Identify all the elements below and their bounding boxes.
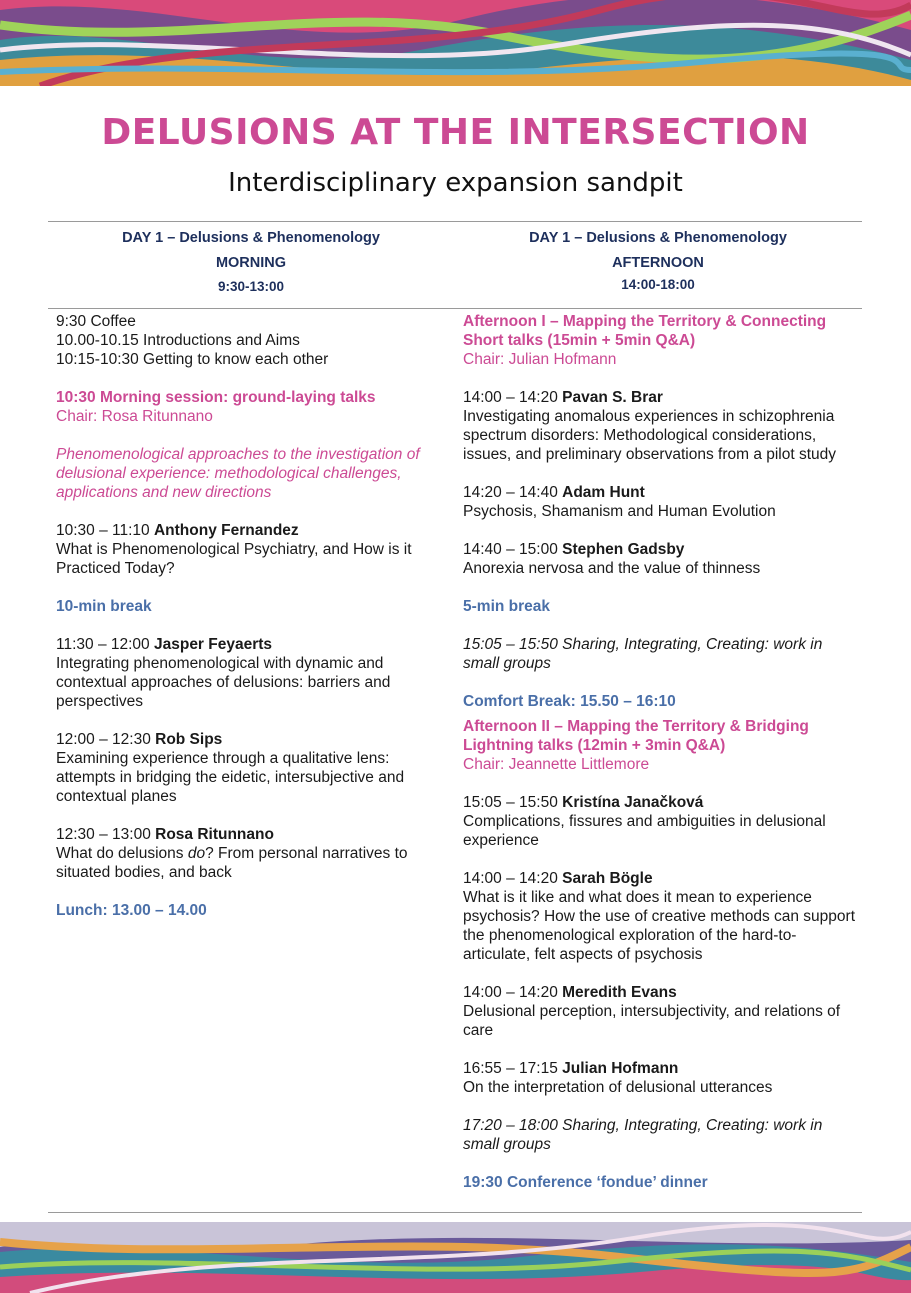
talk-title: Anorexia nervosa and the value of thinness bbox=[463, 560, 761, 577]
dinner-label: 19:30 Conference ‘fondue’ dinner bbox=[463, 1174, 708, 1191]
lunch-label: Lunch: 13.00 – 14.00 bbox=[56, 902, 207, 919]
talk-entry bbox=[463, 1059, 858, 1097]
break-label: 5-min break bbox=[463, 598, 551, 615]
session-chair: Chair: Rosa Ritunnano bbox=[56, 408, 213, 425]
document-title: DELUSIONS AT THE INTERSECTION bbox=[101, 112, 810, 153]
talk-entry bbox=[463, 869, 858, 964]
top-decorative-banner bbox=[0, 0, 911, 86]
document-subtitle: Interdisciplinary expansion sandpit bbox=[228, 168, 683, 198]
left-period-label: MORNING bbox=[215, 254, 287, 271]
talk-time: 15:05 – 15:50 bbox=[463, 794, 558, 811]
talk-time: 12:00 – 12:30 bbox=[56, 731, 151, 748]
talk-entry bbox=[463, 483, 858, 521]
talk-entry bbox=[463, 793, 858, 850]
morning-session-block bbox=[56, 388, 448, 426]
talk-time: 14:20 – 14:40 bbox=[463, 484, 558, 501]
talk-speaker: Anthony Fernandez bbox=[153, 522, 299, 539]
talk-time: 11:30 – 12:00 bbox=[56, 636, 150, 653]
talk-title: What is Phenomenological Psychiatry, and How is it Practiced Today? bbox=[56, 541, 412, 577]
session-chair: Chair: Jeannette Littlemore bbox=[463, 756, 650, 773]
session-title: Afternoon II – Mapping the Territory & Bridging Lightning talks (12min + 3min Q&A) bbox=[463, 718, 809, 754]
bottom-decorative-banner bbox=[0, 1222, 911, 1293]
right-time-label: 14:00-18:00 bbox=[621, 277, 695, 292]
talk-speaker: Julian Hofmann bbox=[562, 1060, 679, 1077]
left-column-header bbox=[51, 226, 451, 300]
talk-title: What is it like and what does it mean to experience psychosis? How the use of creative methods can support the phenomenological exploration of the hard-to-articulate, felt aspects of psychosis bbox=[463, 889, 856, 963]
talk-title: Examining experience through a qualitative lens: attempts in bridging the eidetic, intersubjective and contextual planes bbox=[56, 750, 405, 805]
opening-block bbox=[56, 312, 448, 369]
group-work-entry: 15:05 – 15:50 Sharing, Integrating, Creating: work in small groups bbox=[463, 636, 823, 672]
talk-speaker: Pavan S. Brar bbox=[562, 389, 663, 406]
talk-time: 14:40 – 15:00 bbox=[463, 541, 558, 558]
left-time-label: 9:30-13:00 bbox=[217, 279, 285, 294]
talk-speaker: Meredith Evans bbox=[562, 984, 677, 1001]
session-title: 10:30 Morning session: ground-laying talks bbox=[56, 389, 376, 406]
right-period-label: AFTERNOON bbox=[612, 254, 704, 271]
talk-entry bbox=[463, 388, 858, 464]
talk-speaker: Adam Hunt bbox=[562, 484, 645, 501]
talk-speaker: Stephen Gadsby bbox=[562, 541, 685, 558]
talk-title: Delusional perception, intersubjectivity, and relations of care bbox=[463, 1003, 841, 1039]
talk-time: 14:00 – 14:20 bbox=[463, 389, 558, 406]
session-chair: Chair: Julian Hofmann bbox=[463, 351, 617, 368]
session-theme: Phenomenological approaches to the investigation of delusional experience: methodological challenges, applications and new directions bbox=[56, 446, 420, 501]
column-header-divider bbox=[48, 308, 862, 309]
afternoon-schedule bbox=[463, 312, 858, 1211]
talk-entry bbox=[463, 983, 858, 1040]
header-divider bbox=[48, 221, 862, 222]
talk-entry bbox=[56, 521, 448, 578]
talk-entry bbox=[56, 635, 448, 711]
talk-entry bbox=[56, 730, 448, 806]
footer-divider bbox=[48, 1212, 862, 1213]
afternoon-session-1 bbox=[463, 312, 858, 369]
talk-speaker: Kristína Janačková bbox=[562, 794, 704, 811]
talk-title: Investigating anomalous experiences in schizophrenia spectrum disorders: Methodological considerations, issues, and preliminary observations from a pilot study bbox=[463, 408, 837, 463]
talk-entry bbox=[56, 825, 448, 882]
talk-title: On the interpretation of delusional utterances bbox=[463, 1079, 773, 1096]
talk-title: Complications, fissures and ambiguities in delusional experience bbox=[463, 813, 826, 849]
left-day-label: DAY 1 – Delusions & Phenomenology bbox=[122, 230, 380, 246]
talk-time: 16:55 – 17:15 bbox=[463, 1060, 558, 1077]
comfort-break-label: Comfort Break: 15.50 – 16:10 bbox=[463, 693, 676, 710]
schedule-line: 10:15-10:30 Getting to know each other bbox=[56, 351, 329, 368]
group-work-entry: 17:20 – 18:00 Sharing, Integrating, Creating: work in small groups bbox=[463, 1117, 823, 1153]
talk-time: 14:00 – 14:20 bbox=[463, 984, 558, 1001]
right-day-label: DAY 1 – Delusions & Phenomenology bbox=[529, 230, 787, 246]
session-title: Afternoon I – Mapping the Territory & Connecting Short talks (15min + 5min Q&A) bbox=[463, 313, 827, 349]
schedule-line: 10.00-10.15 Introductions and Aims bbox=[56, 332, 300, 349]
afternoon-session-2 bbox=[463, 717, 858, 774]
talk-speaker: Jasper Feyaerts bbox=[153, 636, 273, 653]
talk-time: 12:30 – 13:00 bbox=[56, 826, 151, 843]
morning-schedule bbox=[56, 312, 448, 939]
right-column-header bbox=[458, 226, 858, 295]
talk-speaker: Rosa Ritunnano bbox=[155, 826, 274, 843]
break-label: 10-min break bbox=[56, 598, 152, 615]
talk-title: Psychosis, Shamanism and Human Evolution bbox=[463, 503, 776, 520]
talk-time: 14:00 – 14:20 bbox=[463, 870, 558, 887]
talk-entry bbox=[463, 540, 858, 578]
talk-title: Integrating phenomenological with dynamic and contextual approaches of delusions: barriers and perspectives bbox=[56, 655, 391, 710]
talk-time: 10:30 – 11:10 bbox=[56, 522, 150, 539]
talk-title: What do delusions do? From personal narratives to situated bodies, and back bbox=[56, 845, 408, 881]
talk-speaker: Sarah Bögle bbox=[562, 870, 653, 887]
talk-speaker: Rob Sips bbox=[155, 731, 223, 748]
schedule-line: 9:30 Coffee bbox=[56, 313, 136, 330]
